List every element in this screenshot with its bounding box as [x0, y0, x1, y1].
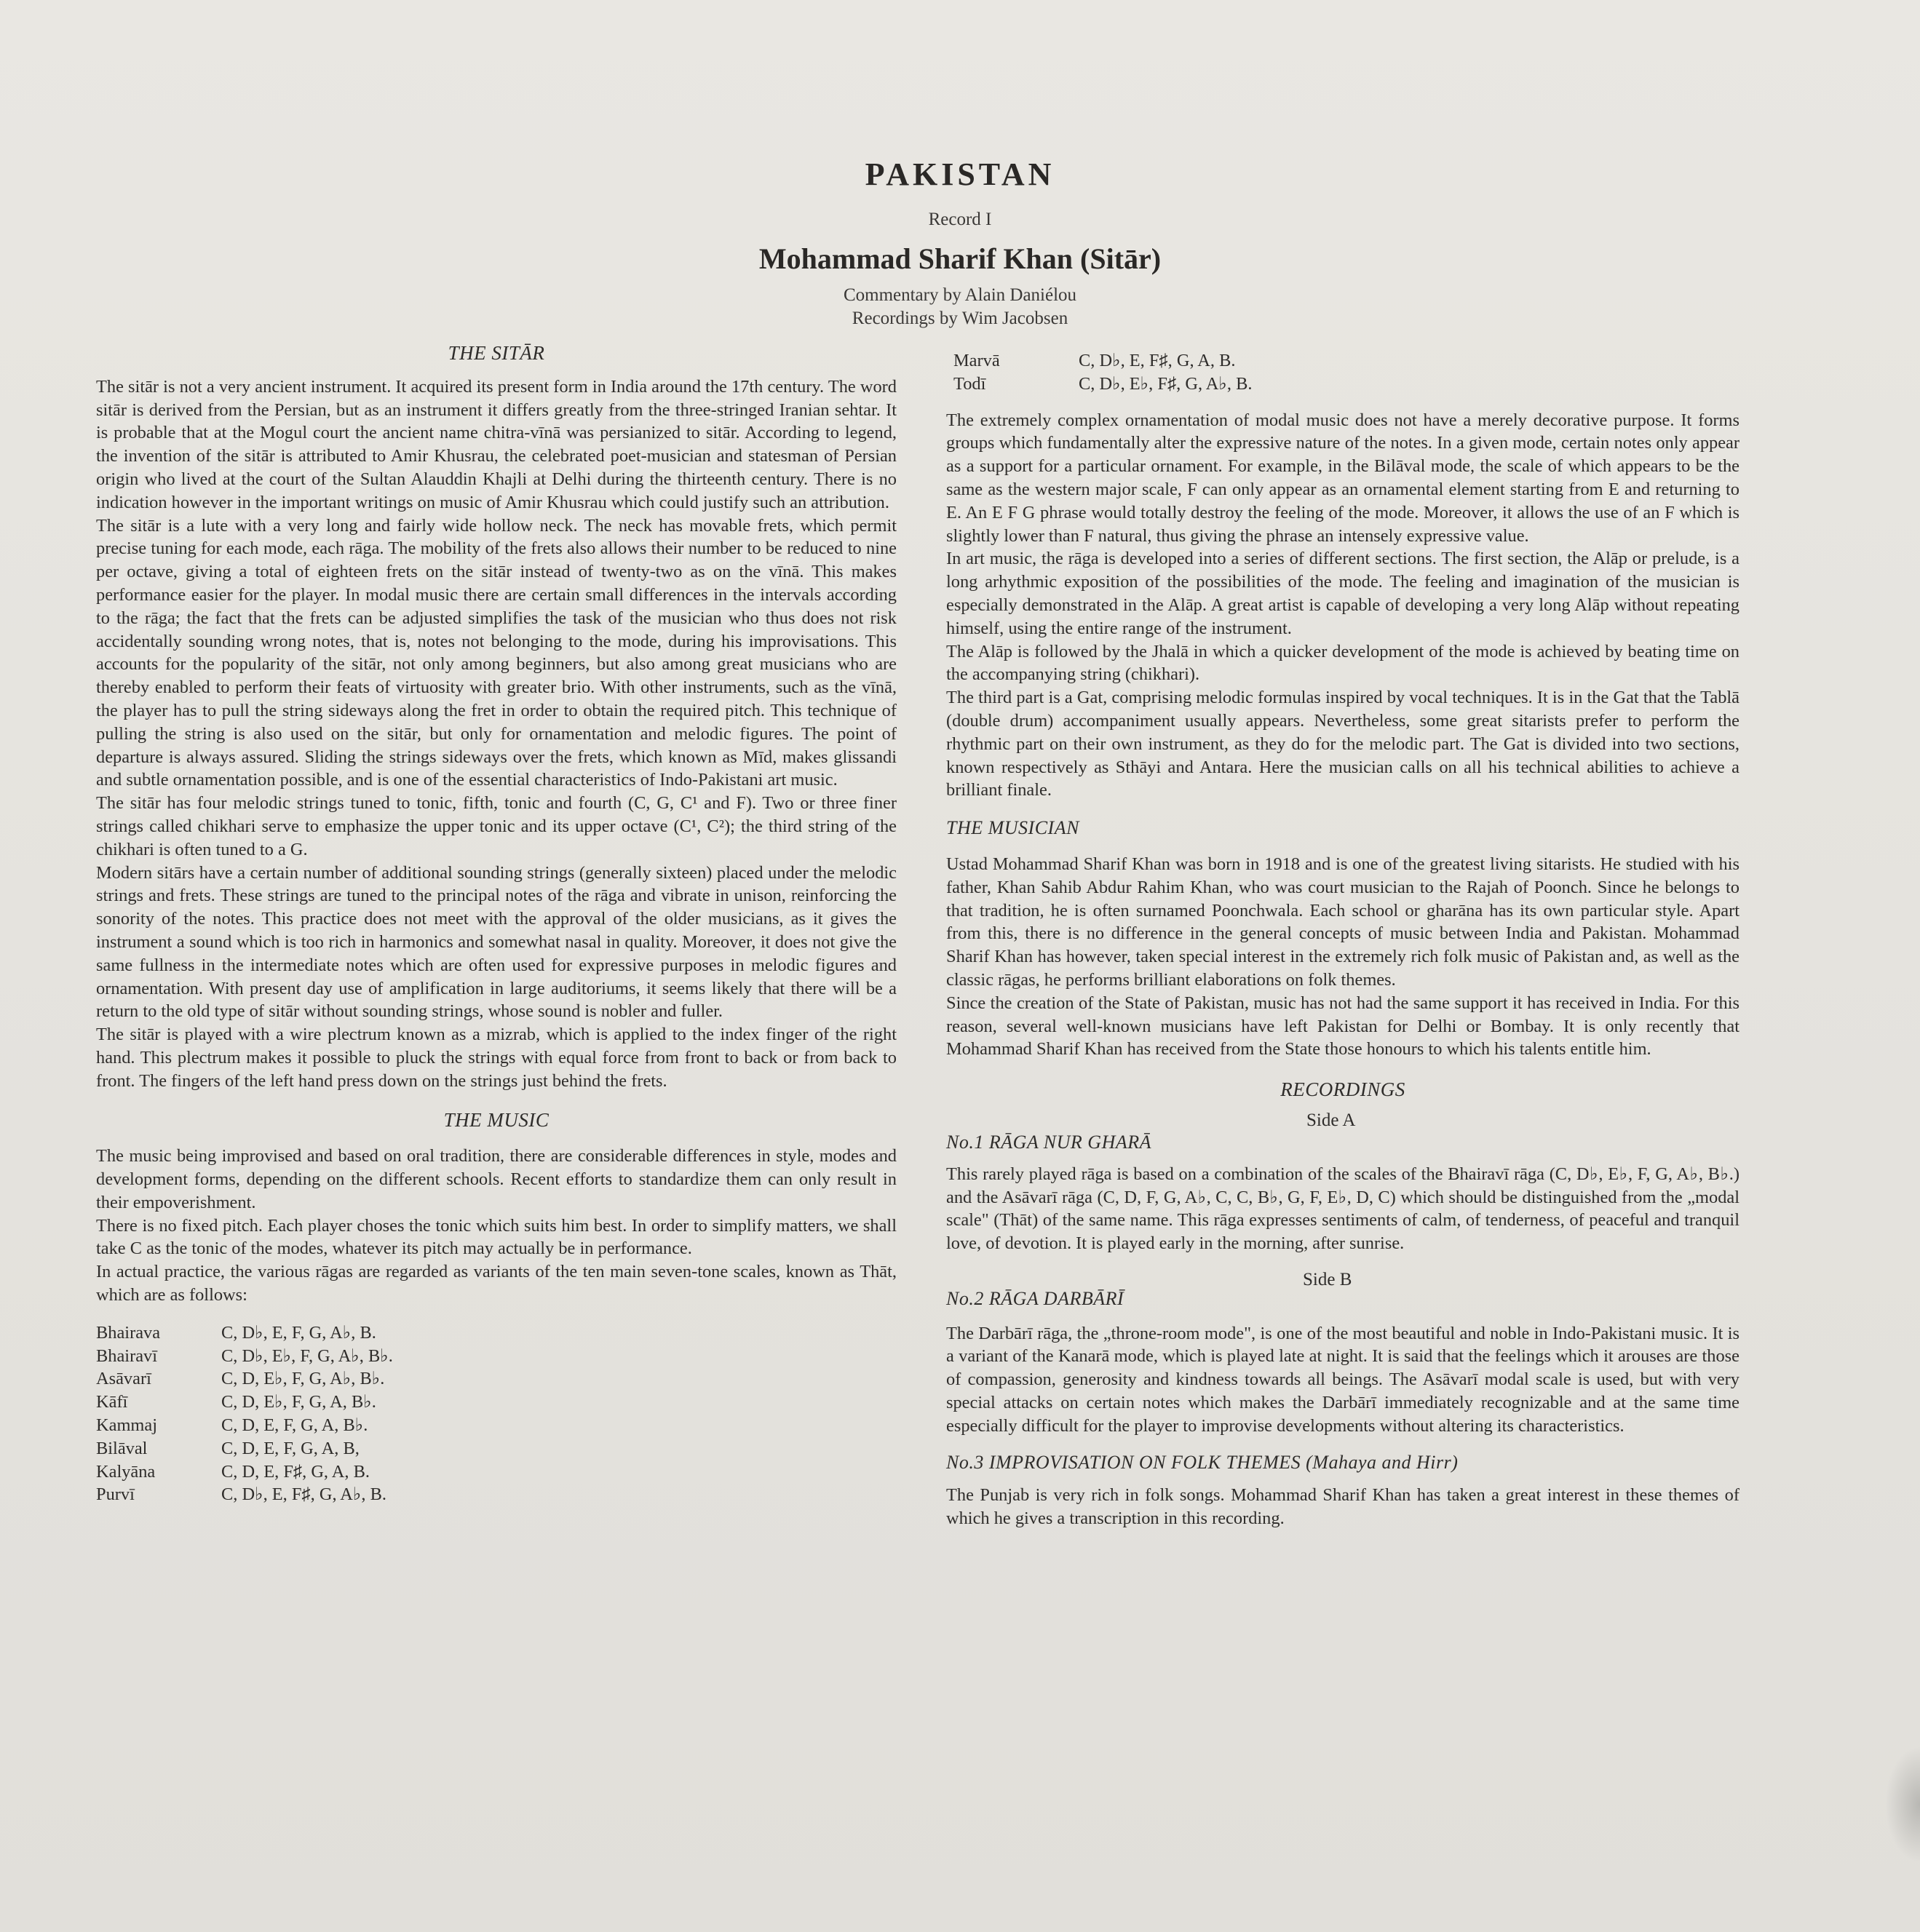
track-3-description: The Punjab is very rich in folk songs. Mohammad Sharif Khan has taken a great interest in these themes of which he gives a transcription in this recording. [946, 1485, 1739, 1529]
scale-row [96, 1321, 393, 1345]
sitar-paragraph: The sitār is played with a wire plectrum known as a mizrab, which is applied to the index finger of the right hand. This plectrum makes it possible to pluck the strings with equal force from front to back or from back to front. The fingers of the left hand press down on the strings just behind the frets. [96, 1025, 897, 1091]
music-paragraph: The music being improvised and based on oral tradition, there are considerable differences in style, modes and development forms, depending on the different schools. Recent efforts to standardize them can only result in their empoverishment. [96, 1146, 897, 1212]
recordings-credit: Recordings by Wim Jacobsen [852, 309, 1068, 328]
scale-table [96, 1321, 393, 1506]
left-column [96, 342, 897, 1506]
scale-notes: C, D♭, E, F, G, A♭, B. [221, 1322, 376, 1343]
scale-row [96, 1437, 393, 1460]
scale-notes: C, D♭, E♭, F♯, G, A♭, B. [1079, 373, 1253, 394]
scale-name: Kalyāna [96, 1461, 156, 1482]
music-paragraph: There is no fixed pitch. Each player choses the tonic which suits him best. In order to simplify matters, we shall take C as the tonic of the modes, whatever its pitch may actually be in performance. [96, 1215, 897, 1259]
scale-notes: C, D, E, F, G, A, B, [221, 1438, 360, 1458]
track-3-title: No.3 IMPROVISATION ON FOLK THEMES (Mahaya and Hirr) [946, 1451, 1459, 1473]
edge-wear [1885, 1746, 1920, 1863]
sitar-paragraph: The sitār has four melodic strings tuned to tonic, fifth, tonic and fourth (C, G, C¹ and F). Two or three finer strings called chikhari serve to emphasize the upper tonic and its upper octave (C¹, C²); the third string of the chikhari is often tuned to a G. [96, 793, 897, 859]
scale-row [96, 1367, 393, 1391]
scale-name: Bhairava [96, 1322, 161, 1343]
commentary-credit: Commentary by Alain Daniélou [843, 285, 1077, 305]
scale-row [96, 1460, 393, 1484]
section-heading-music: THE MUSIC [443, 1108, 550, 1131]
scale-row [96, 1345, 393, 1368]
musician-paragraph: Since the creation of the State of Pakistan, music has not had the same support it has received in India. For this reason, several well-known musicians have left Pakistan for Delhi or Bombay. It is only recently that Mohammad Sharif Khan has received from the State those honours to which his talents entitle him. [946, 993, 1739, 1060]
track-1-description: This rarely played rāga is based on a combination of the scales of the Bhairavī rāga (C, D♭, E♭, F, G, A♭, B♭.) and the Asāvarī rāga (C, D, F, G, A♭, C, C, B♭, G, F, E♭, D, C) which should be distinguished from the „modal scale" (Thāt) of the same name. This rāga expresses sentiments of calm, of tenderness, of peaceful and tranquil love, of devotion. It is played early in the morning, after sunrise. [946, 1164, 1739, 1254]
side-b-row [946, 1268, 1739, 1297]
record-label: Record I [928, 210, 992, 229]
side-b-label: Side B [1303, 1269, 1352, 1289]
scale-row [96, 1483, 393, 1506]
music-paragraph: In actual practice, the various rāgas are regarded as variants of the ten main seven-tone scales, known as Thāt, which are as follows: [96, 1262, 897, 1305]
scale-notes: C, D♭, E, F♯, G, A♭, B. [221, 1484, 386, 1505]
sitar-paragraph: Modern sitārs have a certain number of additional sounding strings (generally sixteen) placed under the melodic strings and frets. These strings are tuned to the principal notes of the rāga and vibrate in unison, reinforcing the sonority of the notes. This practice does not meet with the approval of the older musicians, as it gives the instrument a sound which is too rich in harmonics and somewhat nasal in quality. Moreover, it does not give the same fullness in the intermediate notes which are often used for expressive purposes in melodic figures and ornamentation. With present day use of amplification in large auditoriums, it seems likely that there will be a return to the old type of sitār without sounding strings, whose sound is nobler and fuller. [96, 862, 897, 1022]
scale-notes: C, D♭, E, F♯, G, A, B. [1079, 351, 1236, 370]
musician-paragraph: Ustad Mohammad Sharif Khan was born in 1918 and is one of the greatest living sitarists. He studied with his father, Khan Sahib Abdur Rahim Khan, who was court musician to the Rajah of Poonch. Since he belongs to that tradition, he is often surnamed Poonchwala. Each school or gharāna has its own particular style. Apart from this, there is no difference in the general concepts of music between India and Pakistan. Mohammad Sharif Khan has however, taken special interest in the extremely rich folk music of Pakistan and, as well as the classic rāgas, he performs brilliant elaborations on folk themes. [946, 854, 1739, 990]
scale-name: Bhairavī [96, 1345, 157, 1366]
artist-title: Mohammad Sharif Khan (Sitār) [758, 242, 1162, 275]
page-title: PAKISTAN [865, 156, 1055, 192]
music-paragraph: The extremely complex ornamentation of modal music does not have a merely decorative purpose. It forms groups which fundamentally alter the expressive nature of the notes. In a given mode, certain notes only appear as a support for a particular ornament. For example, in the Bilāval mode, the scale of which appears to be the same as the western major scale, F can only appear as an ornamental element starting from E and returning to E. An E F G phrase would totally destroy the feeling of the mode. Moreover, it allows the use of an F which is slightly lower than F natural, thus giving the phrase an intensely expressive value. [946, 410, 1739, 546]
scale-name: Todī [953, 373, 986, 394]
scale-notes: C, D, E, F, G, A, B♭. [221, 1415, 368, 1436]
music-paragraph: In art music, the rāga is developed into a series of different sections. The first section, the Alāp or prelude, is a long arhythmic exposition of the possibilities of the mode. The feeling and imagination of the musician is especially demonstrated in the Alāp. A great artist is capable of developing a very long Alāp without repeating himself, using the entire range of the instrument. [946, 549, 1739, 638]
section-heading-musician: THE MUSICIAN [946, 817, 1079, 839]
scale-name: Bilāval [96, 1438, 148, 1458]
scale-name: Purvī [96, 1484, 135, 1505]
scale-name: Marvā [953, 351, 1000, 370]
scale-notes: C, D, E, F♯, G, A, B. [221, 1461, 370, 1482]
track-2-title: No.2 RĀGA DARBĀRĪ [946, 1287, 1124, 1309]
scale-notes: C, D♭, E♭, F, G, A♭, B♭. [221, 1345, 393, 1366]
music-paragraph: The third part is a Gat, comprising melodic formulas inspired by vocal techniques. It is in the Gat that the Tablā (double drum) accompaniment usually appears. Nevertheless, some great sitarists prefer to perform the rhythmic part on their own instrument, as they do for the melodic part. The Gat is divided into two sections, known respectively as Sthāyi and Antara. Here the musician calls on all his technical abilities to achieve a brilliant finale. [946, 688, 1739, 800]
music-paragraph: The Alāp is followed by the Jhalā in which a quicker development of the mode is achieved by beating time on the accompanying string (chikhari). [946, 641, 1739, 685]
side-a-row [946, 1109, 1739, 1138]
scale-name: Asāvarī [96, 1369, 151, 1389]
scale-row [96, 1391, 393, 1414]
sitar-paragraph: The sitār is not a very ancient instrument. It acquired its present form in India around the 17th century. The word sitār is derived from the Persian, but as an instrument it differs greatly from the three-stringed Iranian sehtar. It is probable that at the Mogul court the ancient name chitra-vīnā was persianized to sitār. According to legend, the invention of the sitār is attributed to Amir Khusrau, the celebrated poet-musician and statesman of Persian origin who lived at the court of the Sultan Alauddin Khajli at Delhi during the thirteenth century. There is no indication however in the important writings on music of Amir Khusrau which could justify such an attribution. [96, 376, 897, 512]
scale-table-continued [953, 349, 1252, 396]
scale-name: Kammaj [96, 1415, 157, 1436]
track-2-description: The Darbārī rāga, the „throne-room mode", is one of the most beautiful and noble in Indo-Pakistani music. It is a variant of the Kanarā mode, which is played late at night. It is said that the feelings which it arouses are those of compassion, generosity and kindness towards all beings. The Asāvarī modal scale is used, but with very special attacks on certain notes which makes the Darbārī immediately recognizable and at the same time especially difficult for the player to improvise developments without altering its characteristics. [946, 1323, 1739, 1436]
section-heading-sitar: THE SITĀR [448, 342, 545, 364]
section-heading-recordings: RECORDINGS [1280, 1078, 1405, 1101]
scale-row [96, 1414, 393, 1437]
right-column [946, 349, 1739, 1530]
scale-row [953, 373, 1252, 396]
sitar-paragraph: The sitār is a lute with a very long and fairly wide hollow neck. The neck has movable frets, which permit precise tuning for each mode, each rāga. The mobility of the frets also allows their number to be reduced to nine per octave, giving a total of eighteen frets on the sitār instead of twenty-two as on the vīnā. This makes performance easier for the player. In modal music there are certain small differences in the intervals according to the rāga; the fact that the frets can be adjusted simplifies the task of the musician who thus does not risk accidentally sounding wrong notes, that is, notes not belonging to the mode, during his improvisations. This accounts for the popularity of the sitār, not only among beginners, but also among great musicians who are thereby enabled to perform their feats of virtuosity with greater brio. With other instruments, such as the vīnā, the player has to pull the string sideways along the fret in order to obtain the required pitch. This technique of pulling the string is also used on the sitār, but only for ornamentation and melodic figures. The point of departure is always assured. Sliding the strings sideways over the frets, which known as Mīd, makes glissandi and subtle ornamentation possible, and is one of the essential characteristics of Indo-Pakistani art music. [96, 515, 897, 790]
scale-notes: C, D, E♭, F, G, A♭, B♭. [221, 1369, 385, 1389]
track-1-title: No.1 RĀGA NUR GHARĀ [946, 1131, 1151, 1153]
scale-row [953, 349, 1252, 373]
scale-name: Kāfī [96, 1392, 128, 1412]
scale-notes: C, D, E♭, F, G, A, B♭. [221, 1392, 376, 1412]
side-a-label: Side A [1306, 1110, 1356, 1130]
